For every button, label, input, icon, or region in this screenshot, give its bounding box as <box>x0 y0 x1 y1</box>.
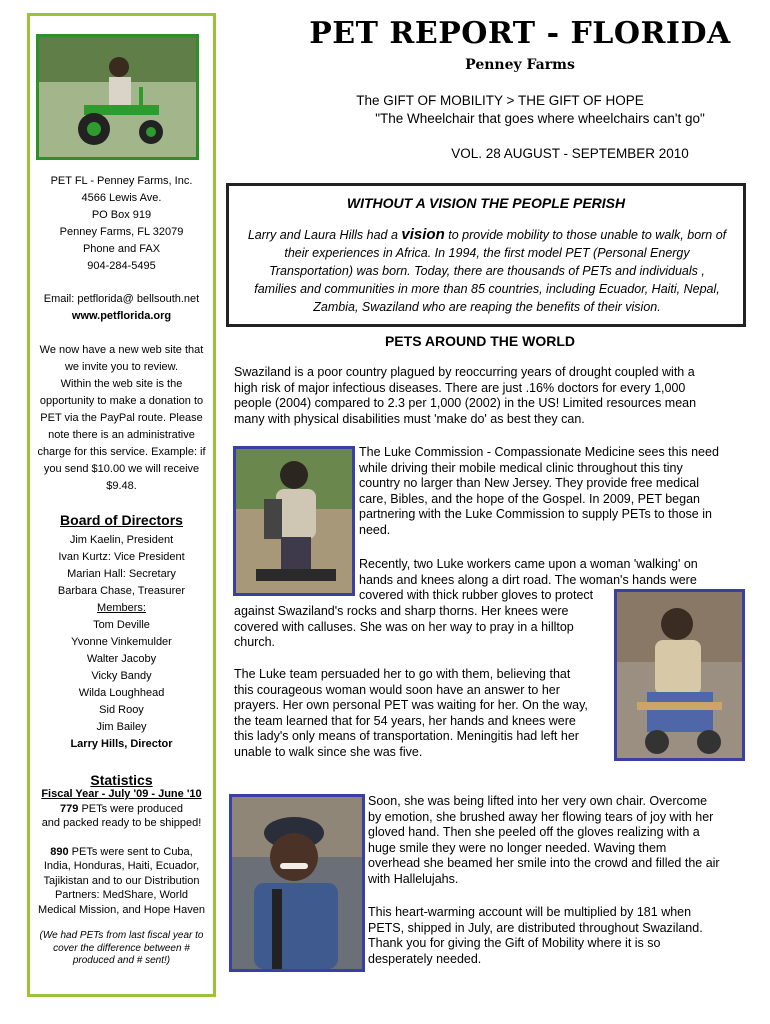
board-member: Walter Jacoby <box>86 653 157 665</box>
paragraph-line: Recently, two Luke workers came upon a woman 'walking' on <box>359 557 698 571</box>
paragraph-line: this lady's only means of transportation. Meningitis had left her <box>234 729 579 743</box>
board-member: Marian Hall: Secretary <box>67 568 176 580</box>
address-line: 4566 Lewis Ave. <box>81 192 162 204</box>
paragraph-line: care, Bibles, and the hope of the Gospel. In 2009, PET began <box>359 491 700 506</box>
woman-in-pet-chair-photo <box>614 589 745 761</box>
web-note <box>30 342 213 495</box>
stat-text: Medical Mission, and Hope Haven <box>38 903 205 916</box>
board-member: Barbara Chase, Treasurer <box>57 585 186 597</box>
paragraph-line: This heart-warming account will be multiplied by 181 when <box>368 905 692 919</box>
paragraph-line: need. <box>359 522 391 537</box>
board-heading: Board of Directors <box>60 512 183 528</box>
fiscal-year: Fiscal Year - July '09 - June '10 <box>41 788 202 800</box>
vision-text <box>234 226 740 316</box>
web-note-line: you send $10.00 we will receive <box>43 463 200 475</box>
vision-lead: Larry and Laura Hills had a <box>247 228 402 242</box>
web-note-line: note there is an administrative <box>48 429 195 441</box>
members-heading: Members: <box>97 602 146 614</box>
paragraph-line: with Hallelujahs. <box>368 871 459 886</box>
stat-text: Partners: MedShare, World <box>54 889 189 901</box>
paragraph-line: covered with calluses. She was on her way to pray in a hilltop <box>234 619 574 634</box>
paragraph-line: against Swaziland's rocks and sharp thorns. Her knees were <box>234 604 569 618</box>
board-member: Jim Bailey <box>96 721 147 733</box>
stat-note-line: produced and # sent!) <box>72 955 171 966</box>
stat-number: 890 <box>50 845 69 858</box>
address-line: PO Box 919 <box>91 209 152 221</box>
website-link[interactable]: www.petflorida.org <box>71 310 172 322</box>
director: Larry Hills, Director <box>70 738 173 750</box>
volume-info: VOL. 28 AUGUST - SEPTEMBER 2010 <box>451 146 689 161</box>
web-note-line: Within the web site is the <box>60 378 183 390</box>
paragraph-line: high risk of major infectious diseases. There are just .16% doctors for every 1,000 <box>234 380 686 395</box>
paragraph-line: covered with thick rubber gloves to protect <box>359 588 594 602</box>
board-member: Tom Deville <box>93 619 150 631</box>
paragraph-line: gloved hand. Then she peeled off the gloves realizing with a <box>368 825 700 839</box>
stat-line <box>30 845 213 860</box>
tagline-quote: "The Wheelchair that goes where wheelchairs can't go" <box>375 111 705 126</box>
paragraph-line: Thank you for giving the Gift of Mobility where it is so <box>368 936 661 950</box>
paragraph-line: Soon, she was being lifted into her very own chair. Overcome <box>368 794 708 808</box>
board-member: Ivan Kurtz: Vice President <box>58 551 185 563</box>
board-member: Jim Kaelin, President <box>69 534 174 546</box>
paragraph-line: PETS, shipped in July, are distributed throughout Swaziland. <box>368 920 703 935</box>
smiling-woman-photo <box>229 794 365 972</box>
web-note-line: We now have a new web site that <box>39 344 204 356</box>
paragraph-line: overhead she beamed her smile into the crowd and filled the air <box>368 856 720 870</box>
stat-note-line: (We had PETs from last fiscal year to <box>39 930 204 941</box>
paragraph-line: prayers. Her own personal PET was waiting for her. On the way, <box>234 698 588 712</box>
web-note-line: PET via the PayPal route. Please <box>40 412 203 424</box>
sidebar-contact <box>30 291 213 325</box>
paragraph-line: hands and knees along a dirt road. The woman's hands were <box>359 572 697 587</box>
paragraph-line: The Luke team persuaded her to go with them, believing that <box>234 667 571 681</box>
paragraph-line: huge smile they were no longer needed. Waving them <box>368 840 667 855</box>
vision-line: their experiences in Africa. In 1994, the first model PET (Personal Energy <box>284 246 690 260</box>
article-paragraph <box>234 604 614 651</box>
vision-line: to provide mobility to those unable to walk, born of <box>444 228 727 242</box>
paragraph-line: many with physical disabilities must 'make do' as best they can. <box>234 411 585 426</box>
stats-heading: Statistics <box>90 772 153 788</box>
article-paragraph <box>359 445 749 538</box>
stat-note-line: cover the difference between # <box>53 942 190 954</box>
stat-text: and packed ready to be shipped! <box>41 817 202 829</box>
board-member: Vicky Bandy <box>91 670 152 682</box>
address-line: Phone and FAX <box>82 243 161 255</box>
article-paragraph <box>234 667 614 760</box>
board-list <box>30 532 213 753</box>
stat-text: India, Honduras, Haiti, Ecuador, <box>43 860 200 872</box>
board-member: Yvonne Vinkemulder <box>71 636 172 648</box>
paragraph-line: country no larger than New Jersey. They provide free medical <box>359 476 699 490</box>
article-paragraph <box>234 365 744 427</box>
stat-text: PETs were sent to Cuba, <box>68 845 193 858</box>
paragraph-line: The Luke Commission - Compassionate Medicine sees this need <box>359 445 719 459</box>
paragraph-line: unable to walk since she was five. <box>234 744 423 759</box>
paragraph-line: by emotion, she brushed away her flowing tears of joy with her <box>368 809 714 824</box>
article-heading: PETS AROUND THE WORLD <box>384 333 576 349</box>
email-text[interactable]: Email: petflorida@ bellsouth.net <box>43 293 200 305</box>
vision-line: Zambia, Swaziland who are reaping the benefits of their vision. <box>313 300 661 314</box>
web-note-line: $9.48. <box>106 480 137 492</box>
article-paragraph <box>368 905 748 967</box>
article-paragraph <box>368 794 748 887</box>
vision-keyword: vision <box>401 226 445 243</box>
woman-crawling-photo <box>233 446 355 596</box>
paragraph-line: Swaziland is a poor country plagued by reoccurring years of drought coupled with a <box>234 365 695 379</box>
address-line: Penney Farms, FL 32079 <box>59 226 184 238</box>
vision-line: Transportation) was born. Today, there are thousands of PETs and individuals , <box>269 264 705 278</box>
paragraph-line: church. <box>234 635 275 649</box>
paragraph-line: while driving their mobile medical clinic throughout this tiny <box>359 460 683 475</box>
tagline: The GIFT OF MOBILITY > THE GIFT OF HOPE <box>356 93 644 108</box>
page-title: PET REPORT - FLORIDA <box>309 16 731 51</box>
vision-line: families and communities in more than 85 countries, including Ecuador, Haiti, Nepal, <box>254 282 720 296</box>
web-note-line: charge for this service. Example: if <box>37 446 206 458</box>
stat-text: PETs were produced <box>78 802 183 815</box>
paragraph-line: desperately needed. <box>368 951 482 966</box>
paragraph-line: the team learned that for 54 years, her hands and knees were <box>234 713 576 728</box>
stat-line <box>30 802 213 817</box>
paragraph-line: people (2004) compared to 2.3 per 1,000 (2002) in the US! Limited resources mean <box>234 396 697 410</box>
stats-block <box>30 787 213 917</box>
board-member: Wilda Loughhead <box>78 687 165 699</box>
stat-text: Tajikistan and to our Distribution <box>43 874 200 887</box>
web-note-line: we invite you to review. <box>64 361 179 373</box>
stat-number: 779 <box>60 802 79 815</box>
sidebar-address <box>30 173 213 275</box>
paragraph-line: this courageous woman would soon have an answer to her <box>234 682 560 697</box>
child-on-pet-photo <box>36 34 199 160</box>
page-subtitle: Penney Farms <box>465 57 575 73</box>
address-line: 904-284-5495 <box>87 260 156 272</box>
board-member: Sid Rooy <box>99 704 144 716</box>
stats-note <box>30 930 213 968</box>
vision-heading: WITHOUT A VISION THE PEOPLE PERISH <box>346 195 626 211</box>
address-line: PET FL - Penney Farms, Inc. <box>50 175 193 187</box>
web-note-line: opportunity to make a donation to <box>39 395 204 407</box>
paragraph-line: partnering with the Luke Commission to supply PETs to those in <box>359 507 712 521</box>
